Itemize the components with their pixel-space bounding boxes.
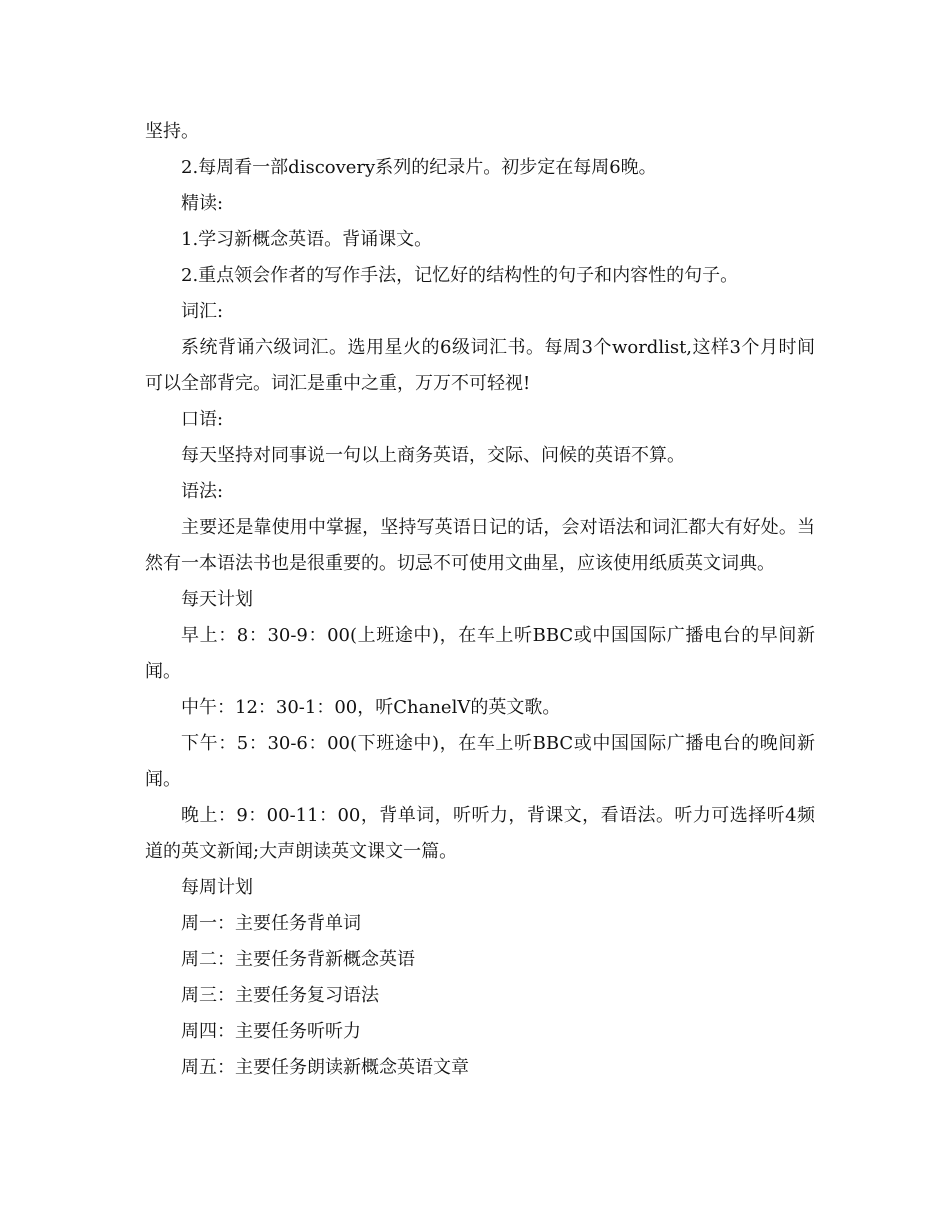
section-heading: 语法: [181, 481, 224, 502]
document-body [145, 114, 815, 1086]
paragraph: 坚持。 [145, 121, 199, 142]
section-heading: 每天计划 [181, 589, 253, 610]
paragraph: 每天坚持对同事说一句以上商务英语，交际、问候的英语不算。 [181, 445, 685, 466]
list-item: 周一：主要任务背单词 [181, 913, 361, 934]
paragraph: 中午：12：30-1：00，听ChanelV的英文歌。 [181, 697, 561, 718]
section-heading: 词汇: [181, 301, 224, 322]
list-item: 周三：主要任务复习语法 [181, 985, 379, 1006]
section-heading: 口语: [181, 409, 224, 430]
section-heading: 精读: [181, 193, 224, 214]
list-item: 周二：主要任务背新概念英语 [181, 949, 415, 970]
paragraph: 1.学习新概念英语。背诵课文。 [181, 229, 433, 250]
list-item: 周五：主要任务朗读新概念英语文章 [181, 1057, 469, 1078]
section-heading: 每周计划 [181, 877, 253, 898]
paragraph: 下午：5：30-6：00(下班途中)，在车上听BBC或中国国际广播电台的晚间新闻。 [145, 733, 815, 790]
paragraph: 晚上：9：00-11：00，背单词，听听力，背课文，看语法。听力可选择听4频道的英文新闻;大声朗读英文课文一篇。 [145, 805, 815, 862]
paragraph: 2.重点领会作者的写作手法，记忆好的结构性的句子和内容性的句子。 [181, 265, 739, 286]
paragraph: 主要还是靠使用中掌握，坚持写英语日记的话，会对语法和词汇都大有好处。当然有一本语法书也是很重要的。切忌不可使用文曲星，应该使用纸质英文词典。 [145, 517, 815, 574]
paragraph: 早上：8：30-9：00(上班途中)，在车上听BBC或中国国际广播电台的早间新闻。 [145, 625, 815, 682]
paragraph: 系统背诵六级词汇。选用星火的6级词汇书。每周3个wordlist,这样3个月时间可以全部背完。词汇是重中之重，万万不可轻视! [145, 337, 815, 394]
paragraph: 2.每周看一部discovery系列的纪录片。初步定在每周6晚。 [181, 157, 657, 178]
list-item: 周四：主要任务听听力 [181, 1021, 361, 1042]
